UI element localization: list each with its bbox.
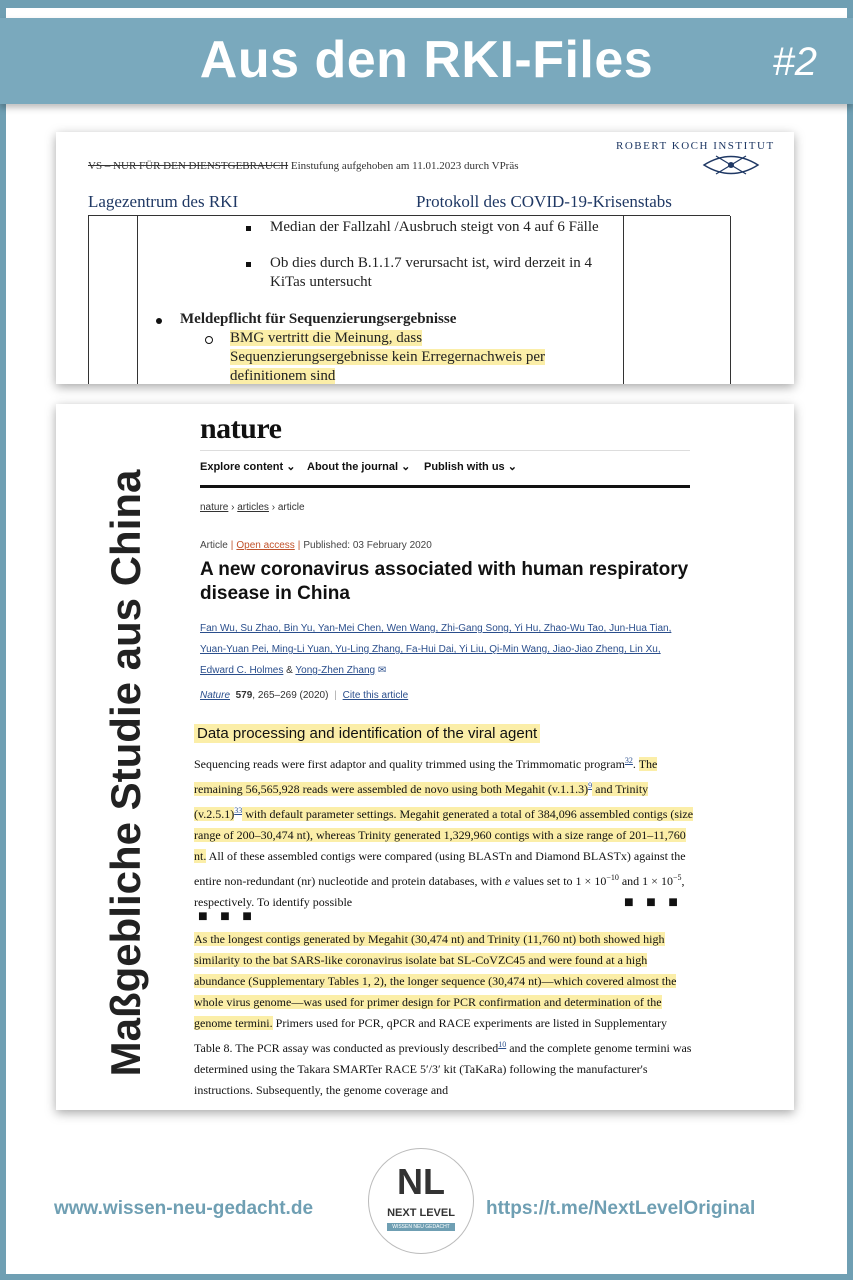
chevron-down-icon: ⌄	[286, 461, 296, 473]
nature-logo[interactable]: nature	[200, 412, 282, 445]
nav-publish[interactable]: Publish with us ⌄	[424, 461, 517, 473]
bullet-text: Median der Fallzahl /Ausbruch steigt von 4 auf 6 Fälle	[270, 219, 599, 235]
banner-title: Aus den RKI-Files	[199, 31, 654, 89]
highlighted-text: definitionem sind	[230, 368, 336, 384]
chevron-down-icon: ⌄	[507, 461, 517, 473]
website-link[interactable]: www.wissen-neu-gedacht.de	[54, 1198, 314, 1219]
breadcrumb	[200, 502, 305, 513]
classification-note: Einstufung aufgehoben am 11.01.2023 durch VPräs	[288, 160, 519, 172]
chevron-right-icon: ›	[231, 502, 238, 513]
author-line: Edward C. Holmes & Yong-Zhen Zhang ✉	[200, 665, 387, 676]
journal-link[interactable]: Nature	[200, 690, 231, 701]
bullet-square	[246, 262, 251, 267]
banner-number: #2	[772, 40, 817, 84]
title-banner	[0, 18, 853, 104]
meta-type: Article	[200, 540, 228, 551]
author-line: Yuan-Yuan Pei, Ming-Li Yuan, Yu-Ling Zhang, Fa-Hui Dai, Yi Liu, Qi-Min Wang, Jiao-Jiao Zheng, Lin Xu,	[200, 644, 661, 655]
header-rule	[88, 215, 730, 216]
nature-study-excerpt	[56, 404, 794, 1110]
highlighted-text: BMG vertritt die Meinung, dass	[230, 330, 423, 346]
logo-tagline: WISSEN NEU GEDACHT	[387, 1223, 455, 1231]
bullet-circle	[205, 336, 213, 344]
rki-logo-icon	[696, 152, 766, 178]
section-heading: Data processing and identification of the viral agent	[194, 724, 540, 743]
paragraph-2: As the longest contigs generated by Megahit (30,474 nt) and Trinity (11,760 nt) both showed high similarity to the bat SARS-like coronavirus isolate bat SL-CoVZC45 and were found at a high abundance (Supplementary Tables 1, 2), the longer sequence (30,474 nt)—which covered almost the whole virus genome—was used for primer design for PCR confirmation and determination of the genome termini. Primers used for PCR, qPCR and RACE experiments are listed in Supplementary Table 8. The PCR assay was conducted as previously described$^{10}$ and the complete genome termini was determined using the Takara SMARTer RACE 5′/3′ kit (TaKaRa) following the manufacturer's instructions. Subsequently, the genome coverage and	[194, 932, 692, 1097]
nav-rule	[200, 485, 690, 488]
rki-institute-name: ROBERT KOCH INSTITUT	[616, 140, 775, 152]
protocol-heading: Meldepflicht für Sequenzierungsergebnisse	[180, 311, 457, 327]
table-border	[137, 216, 138, 384]
pages: , 265–269 (2020)	[252, 690, 329, 701]
ellipsis-marker: ■ ■ ■	[624, 894, 682, 911]
article-title: A new coronavirus associated with human respiratory disease in China	[200, 559, 689, 604]
table-border	[88, 216, 89, 384]
highlighted-text: Sequenzierungsergebnisse kein Erregernachweis per	[230, 349, 546, 365]
volume: 579	[235, 690, 253, 701]
open-access-link[interactable]: Open access	[236, 540, 295, 551]
nav-explore[interactable]: Explore content ⌄	[200, 461, 296, 473]
logo-letters: NL	[397, 1161, 445, 1202]
bullet-text: Ob dies durch B.1.1.7 verursacht ist, wird derzeit in 4 KiTas untersucht	[270, 255, 593, 290]
next-level-logo	[368, 1148, 474, 1254]
author-list[interactable]	[200, 618, 690, 681]
cite-link[interactable]: Cite this article	[342, 690, 409, 701]
bullet-dot	[156, 318, 162, 324]
breadcrumb-article: article	[277, 502, 305, 513]
published-date: Published: 03 February 2020	[303, 540, 432, 551]
citation: Nature 579, 265–269 (2020) | Cite this article	[200, 690, 409, 701]
article-meta: Article | Open access | Published: 03 February 2020	[200, 540, 432, 551]
classification-struck: VS – NUR FÜR DEN DIENSTGEBRAUCH	[88, 160, 289, 172]
chevron-down-icon: ⌄	[401, 461, 411, 473]
logo-word: NEXT LEVEL	[387, 1207, 455, 1219]
header-right: Protokoll des COVID-19-Krisenstabs	[416, 192, 672, 211]
table-border	[730, 216, 731, 384]
nav-about[interactable]: About the journal ⌄	[307, 461, 411, 473]
breadcrumb-nature[interactable]: nature	[200, 502, 229, 513]
header-left: Lagezentrum des RKI	[88, 192, 239, 211]
author-line: Fan Wu, Su Zhao, Bin Yu, Yan-Mei Chen, Wen Wang, Zhi-Gang Song, Yi Hu, Zhao-Wu Tao, Jun-Hua Tian,	[200, 623, 672, 634]
side-title: Maßgebliche Studie aus China	[102, 469, 149, 1077]
bullet-square	[246, 226, 251, 231]
table-border	[623, 216, 624, 384]
paragraph-1: Sequencing reads were first adaptor and quality trimmed using the Trimmomatic program$^{32}$. The remaining 56,565,928 reads were assembled de novo using both Megahit $(v.1.1.3)^9$ and Trinity $(v.2.5.1)^{33}$ with default parameter settings. Megahit generated a total of 384,096 assembled contigs (size range of 200–30,474 nt), whereas Trinity generated 1,329,960 contigs with a size range of 201–11,760 nt. All of these assembled contigs were compared (using BLASTn and Diamond BLASTx) against the entire non-redundant (nr) nucleotide and protein databases, with e values set to $1 \times 10^{-10}$ and $1 \times 10^{-5}$, respectively. To identify possible	[194, 756, 694, 909]
chevron-right-icon: ›	[271, 502, 278, 513]
ellipsis-marker: ■ ■ ■	[198, 908, 256, 925]
telegram-link[interactable]: https://t.me/NextLevelOriginal	[486, 1198, 756, 1219]
nav-divider	[200, 450, 690, 451]
rki-protocol-excerpt	[56, 132, 794, 384]
breadcrumb-articles[interactable]: articles	[237, 502, 269, 513]
classification-line	[88, 160, 519, 172]
mail-icon: ✉	[377, 665, 387, 676]
